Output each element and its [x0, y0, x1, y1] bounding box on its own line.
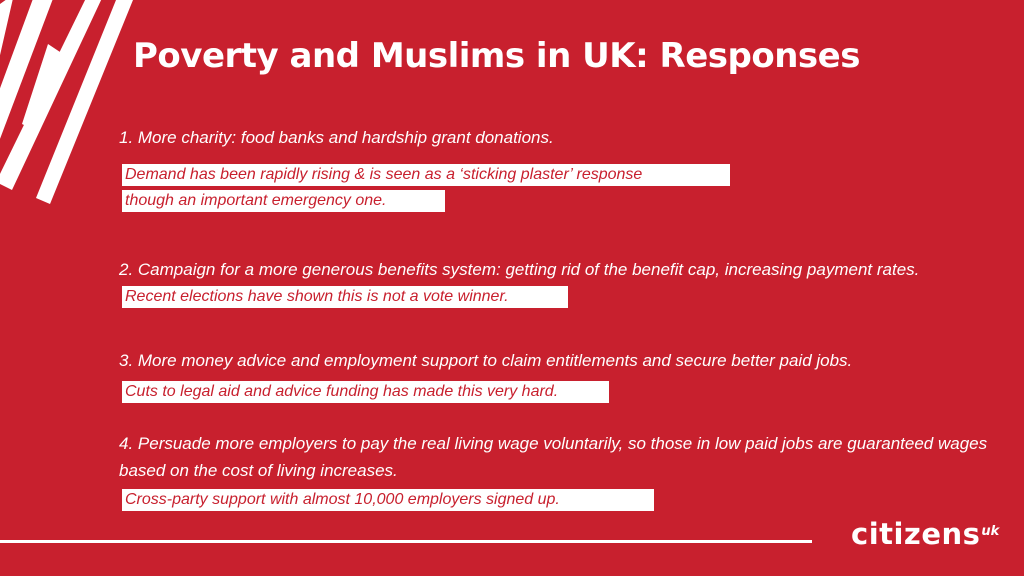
point-2: 2. Campaign for a more generous benefits system: getting rid of the benefit cap, increasing payment rates. [119, 260, 920, 279]
decorative-stripes [0, 0, 140, 220]
citizens-uk-logo [851, 517, 999, 551]
point-1-note-line-2: though an important emergency one. [122, 190, 445, 212]
point-3-note: Cuts to legal aid and advice funding has made this very hard. [122, 381, 609, 403]
point-2-note: Recent elections have shown this is not a vote winner. [122, 286, 568, 308]
point-1-note-line-1: Demand has been rapidly rising & is seen as a ‘sticking plaster’ response [122, 164, 730, 186]
logo-wordmark: citizens [851, 517, 981, 551]
point-1: 1. More charity: food banks and hardship grant donations. [119, 128, 554, 147]
footer-divider [0, 540, 812, 543]
point-4-note: Cross-party support with almost 10,000 employers signed up. [122, 489, 654, 511]
logo-suffix: uk [981, 524, 1000, 539]
point-3: 3. More money advice and employment support to claim entitlements and secure better paid jobs. [119, 351, 853, 370]
slide-title: Poverty and Muslims in UK: Responses [133, 36, 860, 76]
point-4: 4. Persuade more employers to pay the real living wage voluntarily, so those in low paid jobs are guaranteed wages based on the cost of living increases. [119, 434, 988, 480]
